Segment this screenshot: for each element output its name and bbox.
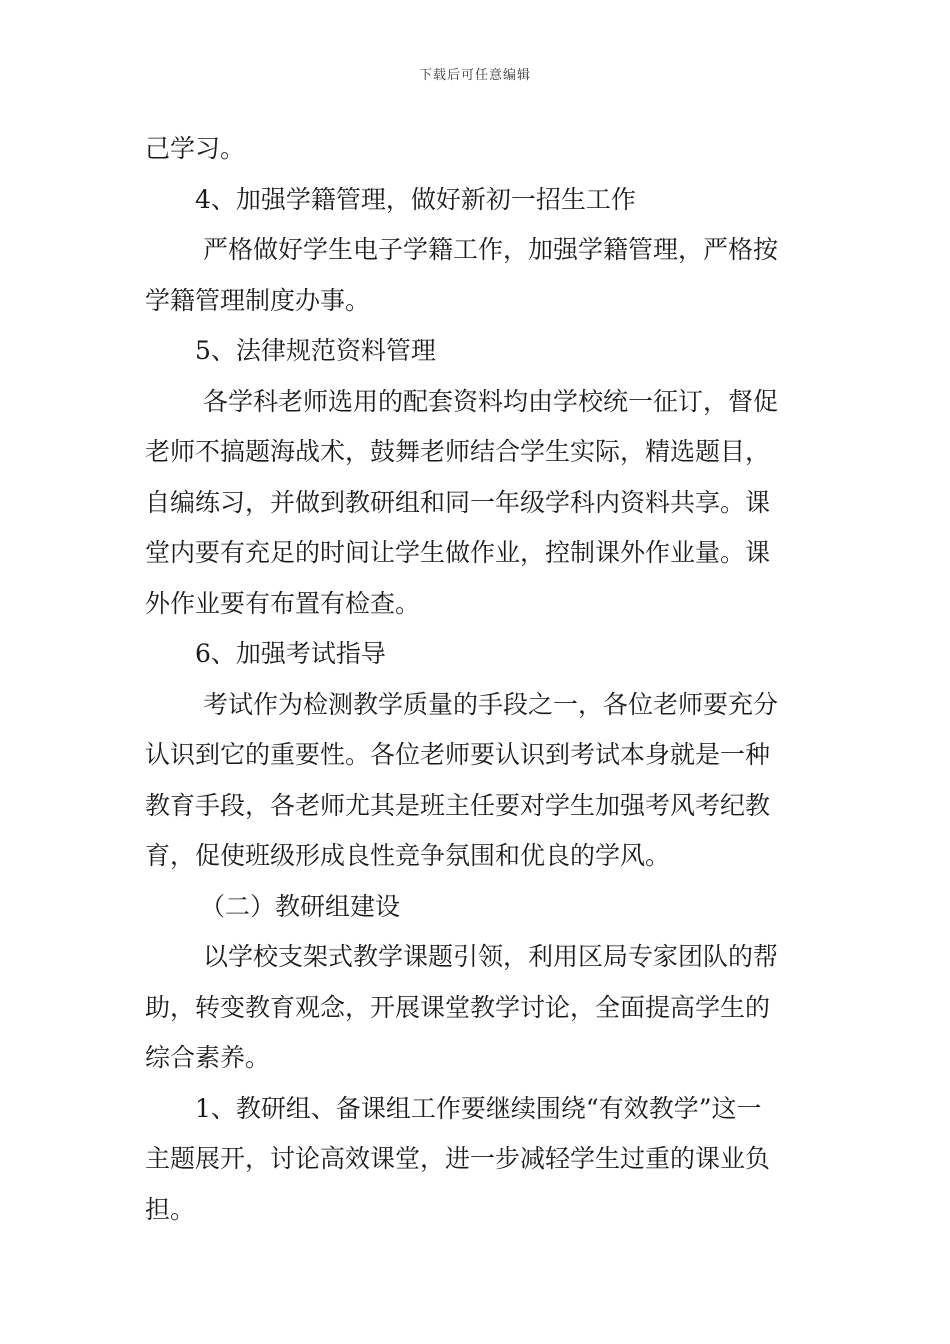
text-line: 担。 <box>145 1194 196 1224</box>
text-line: 助，转变教育观念，开展课堂教学讨论，全面提高学生的 <box>145 992 771 1022</box>
section-heading: 4、加强学籍管理，做好新初一招生工作 <box>195 184 636 214</box>
text-line: 教育手段，各老师尤其是班主任要对学生加强考风考纪教 <box>145 790 771 820</box>
document-body <box>145 124 810 1235</box>
section-heading: 1、教研组、备课组工作要继续围绕“有效教学”这一 <box>195 1093 762 1123</box>
text-line: 外作业要有布置有检查。 <box>145 588 421 618</box>
text-line: 自编练习，并做到教研组和同一年级学科内资料共享。课 <box>145 487 771 517</box>
text-line: 育，促使班级形成良性竞争氛围和优良的学风。 <box>145 841 671 870</box>
section-heading: 5、法律规范资料管理 <box>195 336 436 365</box>
text-line: 老师不搞题海战术，鼓舞老师结合学生实际，精选题目， <box>145 437 771 466</box>
text-line: 己学习。 <box>145 134 246 163</box>
text-line: 严格做好学生电子学籍工作，加强学籍管理，严格按 <box>203 235 779 264</box>
text-line: 各学科老师选用的配套资料均由学校统一征订，督促 <box>203 386 779 416</box>
section-heading: 6、加强考试指导 <box>195 639 386 668</box>
page-header-note: 下载后可任意编辑 <box>418 68 531 83</box>
text-line: 以学校支架式教学课题引领，利用区局专家团队的帮 <box>203 942 779 971</box>
text-line: 学籍管理制度办事。 <box>145 285 371 315</box>
text-line: 认识到它的重要性。各位老师要认识到考试本身就是一种 <box>145 740 771 769</box>
section-heading: （二）教研组建设 <box>200 891 401 921</box>
text-line: 堂内要有充足的时间让学生做作业，控制课外作业量。课 <box>145 538 771 567</box>
text-line: 主题展开，讨论高效课堂，进一步减轻学生过重的课业负 <box>145 1144 771 1173</box>
text-line: 综合素养。 <box>145 1043 271 1072</box>
text-line: 考试作为检测教学质量的手段之一，各位老师要充分 <box>203 689 779 719</box>
